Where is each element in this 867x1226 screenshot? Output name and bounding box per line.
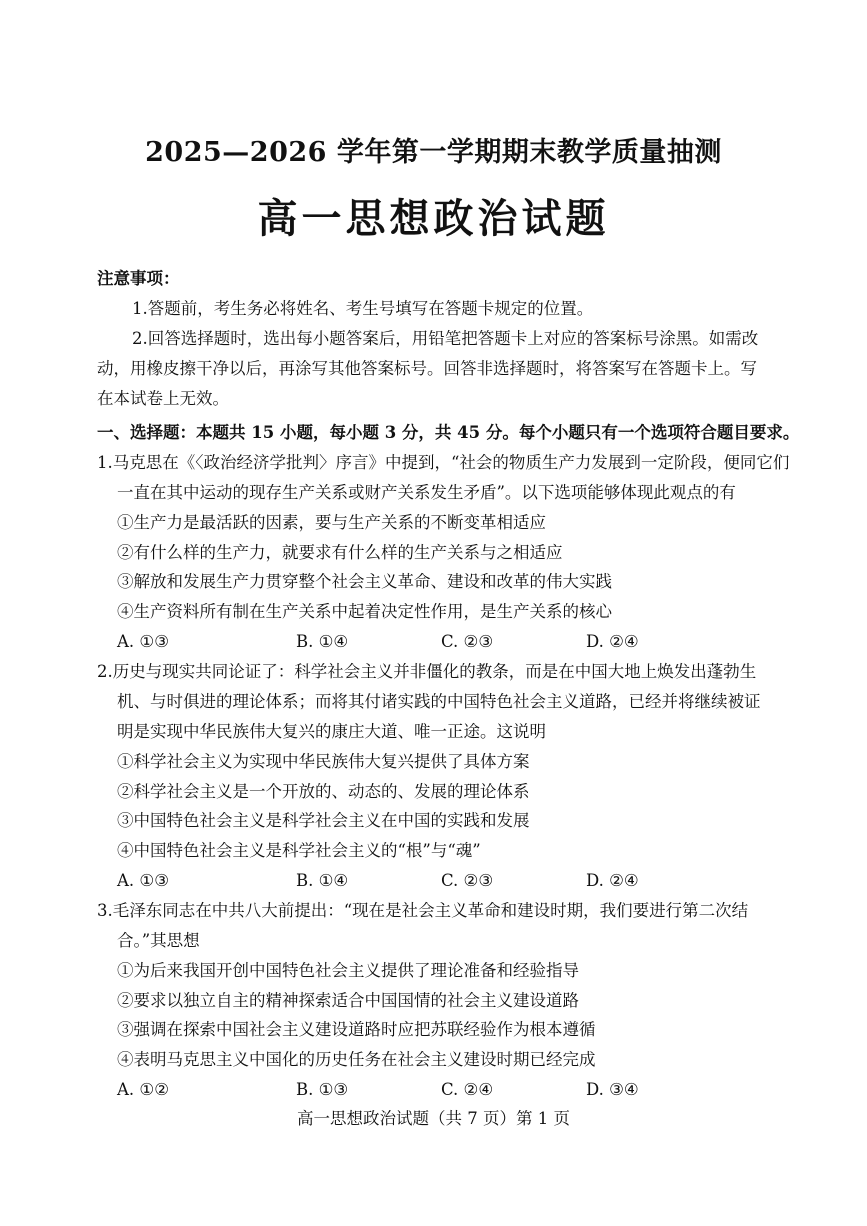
q1-stem-line-1: 1.马克思在《〈政治经济学批判〉序言》中提到，“社会的物质生产力发展到一定阶段，便同它们	[97, 453, 790, 472]
q2-statement-2: ②科学社会主义是一个开放的、动态的、发展的理论体系	[117, 782, 530, 801]
q3-statement-4: ④表明马克思主义中国化的历史任务在社会主义建设时期已经完成	[117, 1050, 596, 1069]
q1-statement-3: ③解放和发展生产力贯穿整个社会主义革命、建设和改革的伟大实践	[117, 572, 612, 591]
q1-statement-2: ②有什么样的生产力，就要求有什么样的生产关系与之相适应	[117, 543, 563, 562]
q2-option-d: D. ②④	[586, 871, 639, 890]
notice-item-2-line-1: 2.回答选择题时，选出每小题答案后，用铅笔把答题卡上对应的答案标号涂黑。如需改	[132, 329, 759, 348]
q3-option-b: B. ①③	[296, 1080, 349, 1099]
q2-statement-3: ③中国特色社会主义是科学社会主义在中国的实践和发展	[117, 811, 530, 830]
q3-statement-3: ③强调在探索中国社会主义建设道路时应把苏联经验作为根本遵循	[117, 1020, 596, 1039]
q3-option-a: A. ①②	[117, 1080, 169, 1099]
notice-heading: 注意事项：	[97, 269, 180, 288]
q2-statement-1: ①科学社会主义为实现中华民族伟大复兴提供了具体方案	[117, 752, 530, 771]
q2-option-c: C. ②③	[441, 871, 494, 890]
q3-stem-line-1: 3.毛泽东同志在中共八大前提出：“现在是社会主义革命和建设时期，我们要进行第二次结	[97, 901, 749, 920]
section-heading: 一、选择题：本题共 15 小题，每小题 3 分，共 45 分。每个小题只有一个选项符合题目要求。	[97, 423, 800, 442]
q1-option-a: A. ①③	[117, 632, 169, 651]
notice-item-2-line-3: 在本试卷上无效。	[97, 389, 229, 408]
q1-option-c: C. ②③	[441, 632, 494, 651]
exam-title: 高一思想政治试题	[257, 196, 610, 242]
q1-statement-4: ④生产资料所有制在生产关系中起着决定性作用，是生产关系的核心	[117, 602, 612, 621]
q1-option-d: D. ②④	[586, 632, 639, 651]
q2-stem-line-1: 2.历史与现实共同论证了：科学社会主义并非僵化的教条，而是在中国大地上焕发出蓬勃生	[97, 662, 757, 681]
q2-stem-line-3: 明是实现中华民族伟大复兴的康庄大道、唯一正途。这说明	[117, 722, 546, 741]
q1-statement-1: ①生产力是最活跃的因素，要与生产关系的不断变革相适应	[117, 513, 546, 532]
q1-stem-line-2: 一直在其中运动的现存生产关系或财产关系发生矛盾”。以下选项能够体现此观点的有	[117, 483, 736, 502]
q3-statement-1: ①为后来我国开创中国特色社会主义提供了理论准备和经验指导	[117, 961, 579, 980]
q3-stem-line-2: 合。”其思想	[117, 931, 200, 950]
q2-option-a: A. ①③	[117, 871, 169, 890]
exam-subtitle: 2025—2026 学年第一学期期末教学质量抽测	[145, 137, 722, 168]
q2-stem-line-2: 机、与时俱进的理论体系；而将其付诸实践的中国特色社会主义道路，已经并将继续被证	[117, 692, 761, 711]
q2-statement-4: ④中国特色社会主义是科学社会主义的“根”与“魂”	[117, 841, 481, 860]
q3-option-c: C. ②④	[441, 1080, 494, 1099]
q2-option-b: B. ①④	[296, 871, 349, 890]
page-footer: 高一思想政治试题（共 7 页）第 1 页	[297, 1109, 570, 1128]
q3-option-d: D. ③④	[586, 1080, 639, 1099]
notice-item-1: 1.答题前，考生务必将姓名、考生号填写在答题卡规定的位置。	[132, 299, 594, 318]
q3-statement-2: ②要求以独立自主的精神探索适合中国国情的社会主义建设道路	[117, 991, 579, 1010]
q1-option-b: B. ①④	[296, 632, 349, 651]
notice-item-2-line-2: 动，用橡皮擦干净以后，再涂写其他答案标号。回答非选择题时，将答案写在答题卡上。写	[97, 359, 757, 378]
